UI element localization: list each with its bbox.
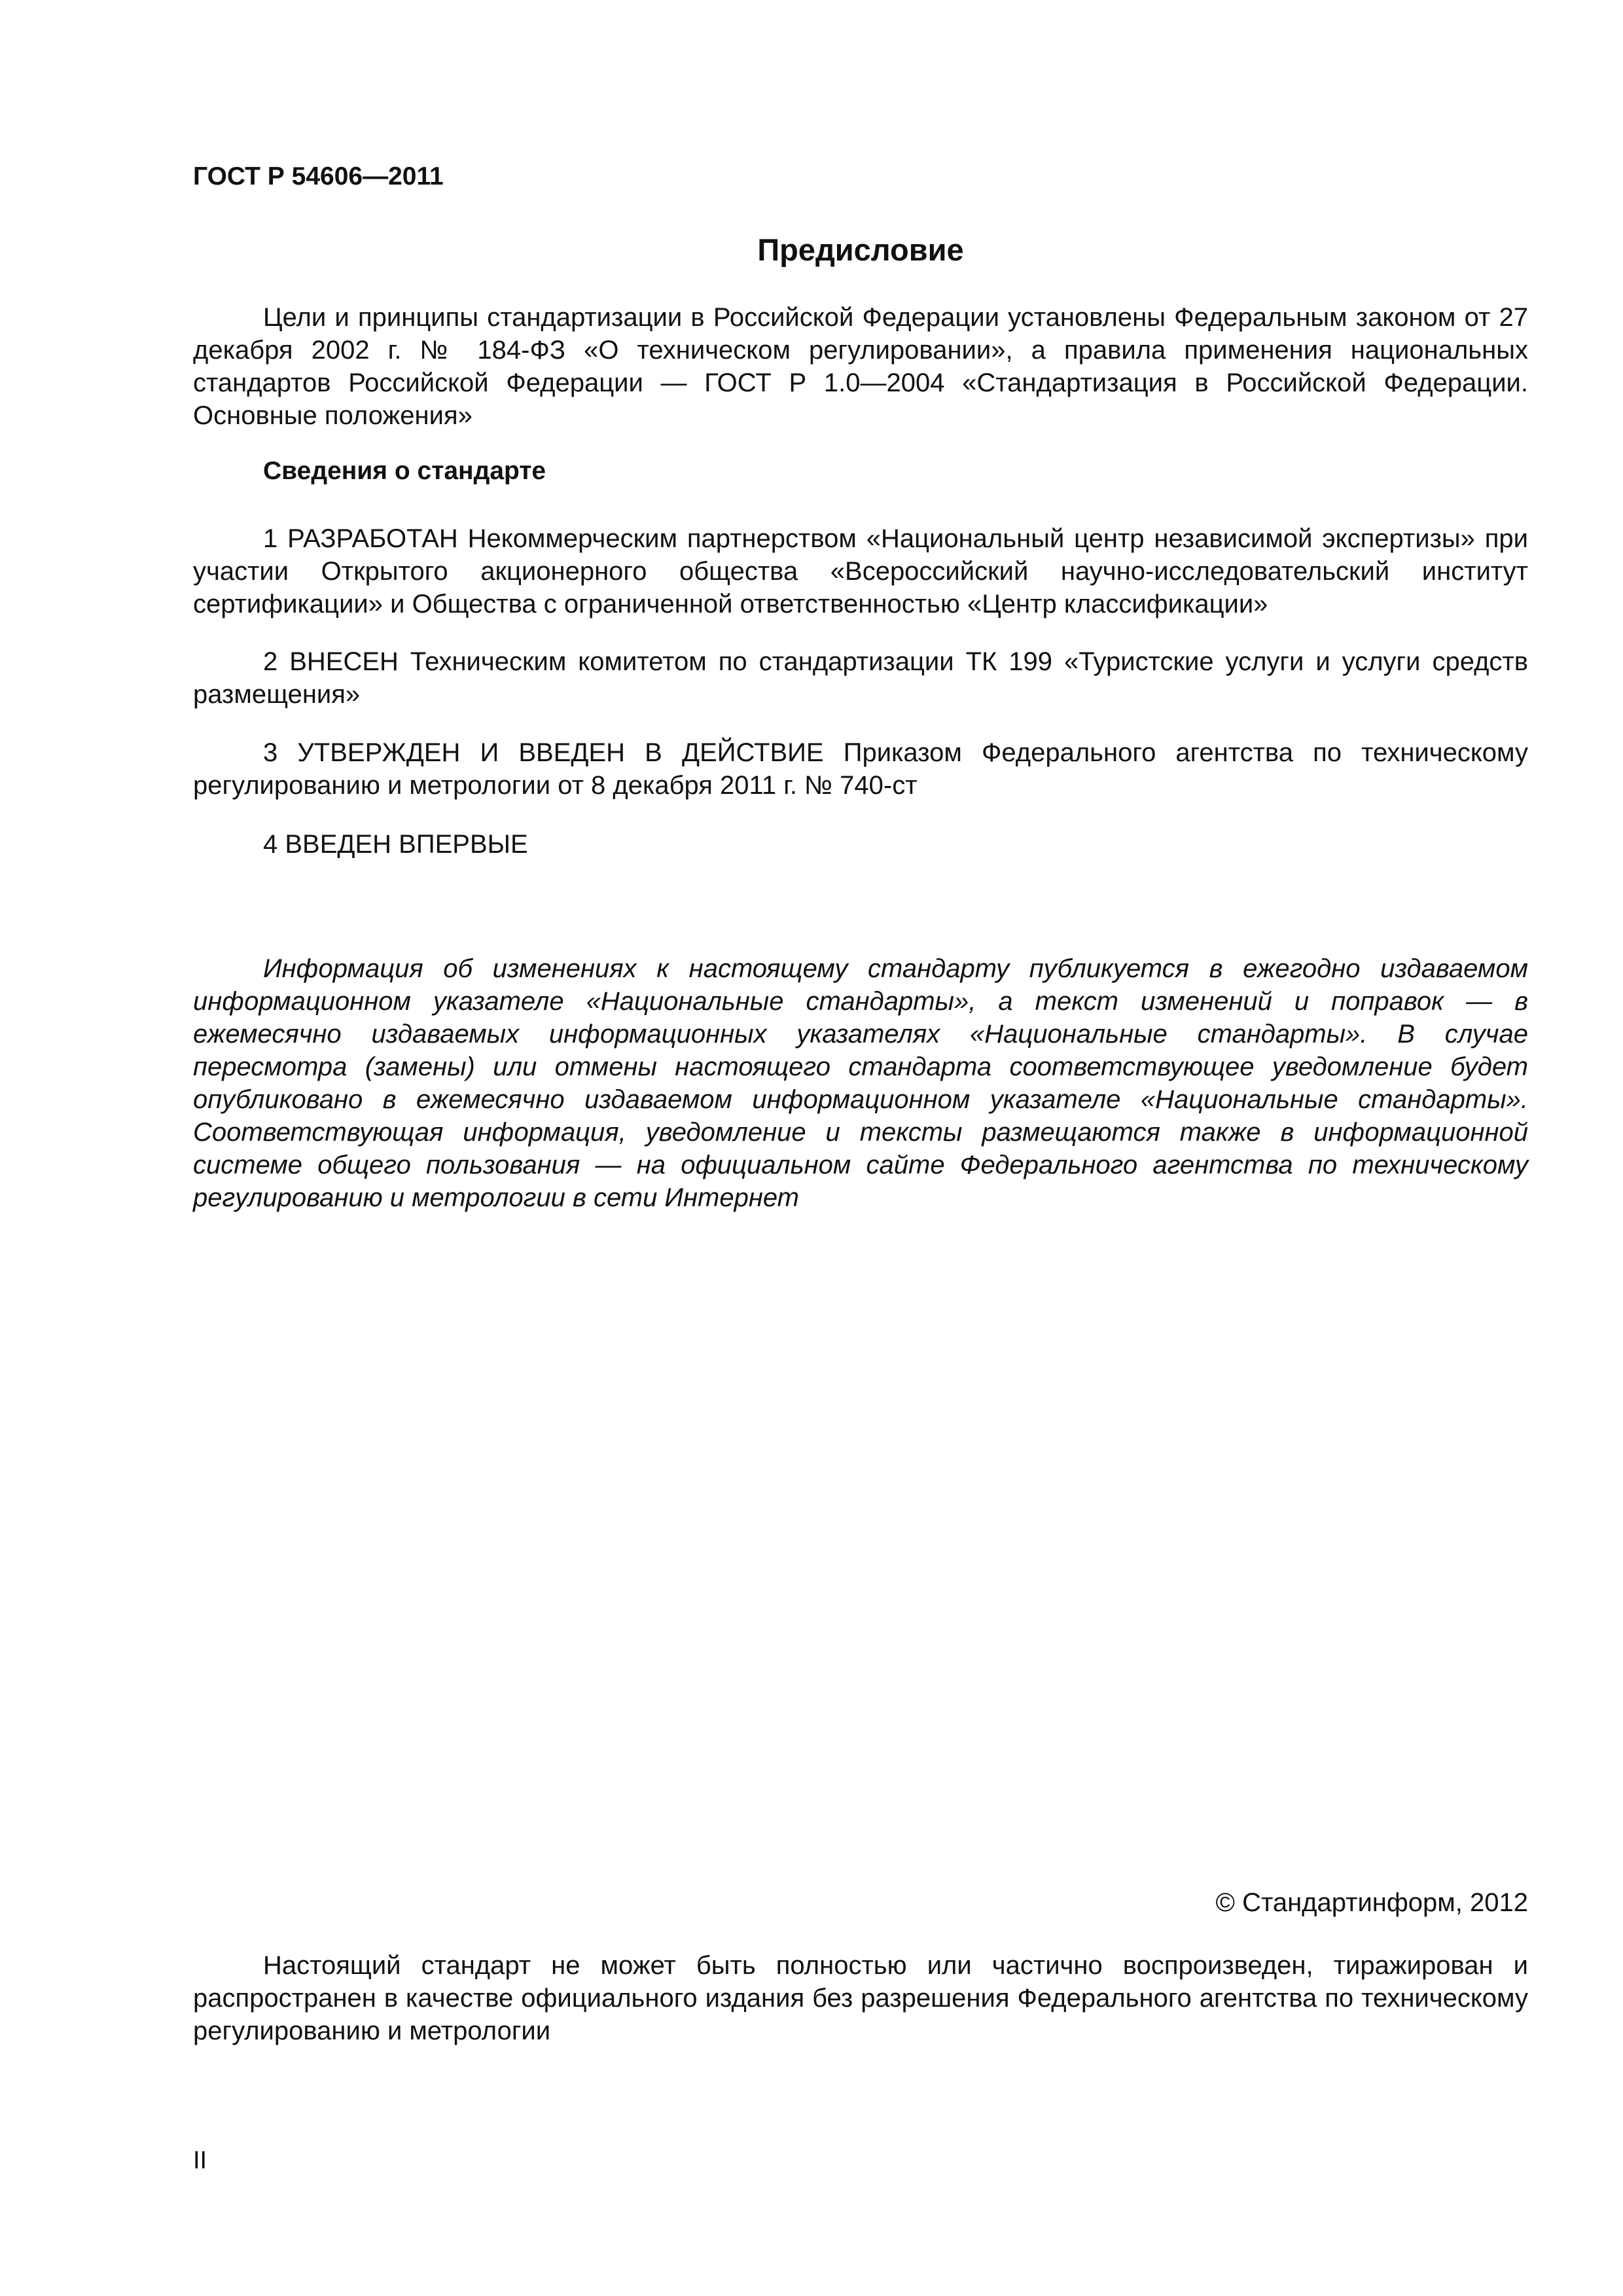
- document-code: ГОСТ Р 54606—2011: [193, 162, 444, 190]
- item-submitted: 2 ВНЕСЕН Техническим комитетом по стандартизации ТК 199 «Туристские услуги и услуги средств размещения»: [193, 647, 1528, 709]
- copyright-line: © Стандартинформ, 2012: [1215, 1888, 1528, 1917]
- item-introduced: 4 ВВЕДЕН ВПЕРВЫЕ: [263, 830, 528, 859]
- changes-notice: Информация об изменениях к настоящему стандарту публикуется в ежегодно издаваемом информационном указателе «Национальные стандарты», а текст изменений и поправок — в ежемесячно издаваемых информационных указателях «Национальные стандарты». В случае пересмотра (замены) или отмены настоящего стандарта соответствующее уведомление будет опубликовано в ежемесячно издаваемом информационном указателе «Национальные стандарты». Соответствующая информация, уведомление и тексты размещаются также в информационной системе общего пользования — на официальном сайте Федерального агентства по техническому регулированию и метрологии в сети Интернет: [193, 954, 1528, 1212]
- page-number: II: [193, 2147, 207, 2174]
- page-title: Предисловие: [757, 232, 964, 267]
- item-approved: 3 УТВЕРЖДЕН И ВВЕДЕН В ДЕЙСТВИЕ Приказом Федерального агентства по техническому регулированию и метрологии от 8 декабря 2011 г. № 740-ст: [193, 738, 1528, 800]
- item-developed: 1 РАЗРАБОТАН Некоммерческим партнерством «Национальный центр независимой экспертизы» при участии Открытого акционерного общества «Всероссийский научно-исследовательский институт сертификации» и Общества с ограниченной ответственностью «Центр классификации»: [193, 524, 1528, 619]
- info-heading: Сведения о стандарте: [263, 457, 546, 485]
- reproduction-notice: Настоящий стандарт не может быть полностью или частично воспроизведен, тиражирован и распространен в качестве официального издания без разрешения Федерального агентства по техническому регулированию и метрологии: [193, 1951, 1528, 2045]
- intro-paragraph: Цели и принципы стандартизации в Российской Федерации установлены Федеральным законом от 27 декабря 2002 г. № 184-ФЗ «О техническом регулировании», а правила применения национальных стандартов Российской Федерации — ГОСТ Р 1.0—2004 «Стандартизация в Российской Федерации. Основные положения»: [193, 303, 1528, 430]
